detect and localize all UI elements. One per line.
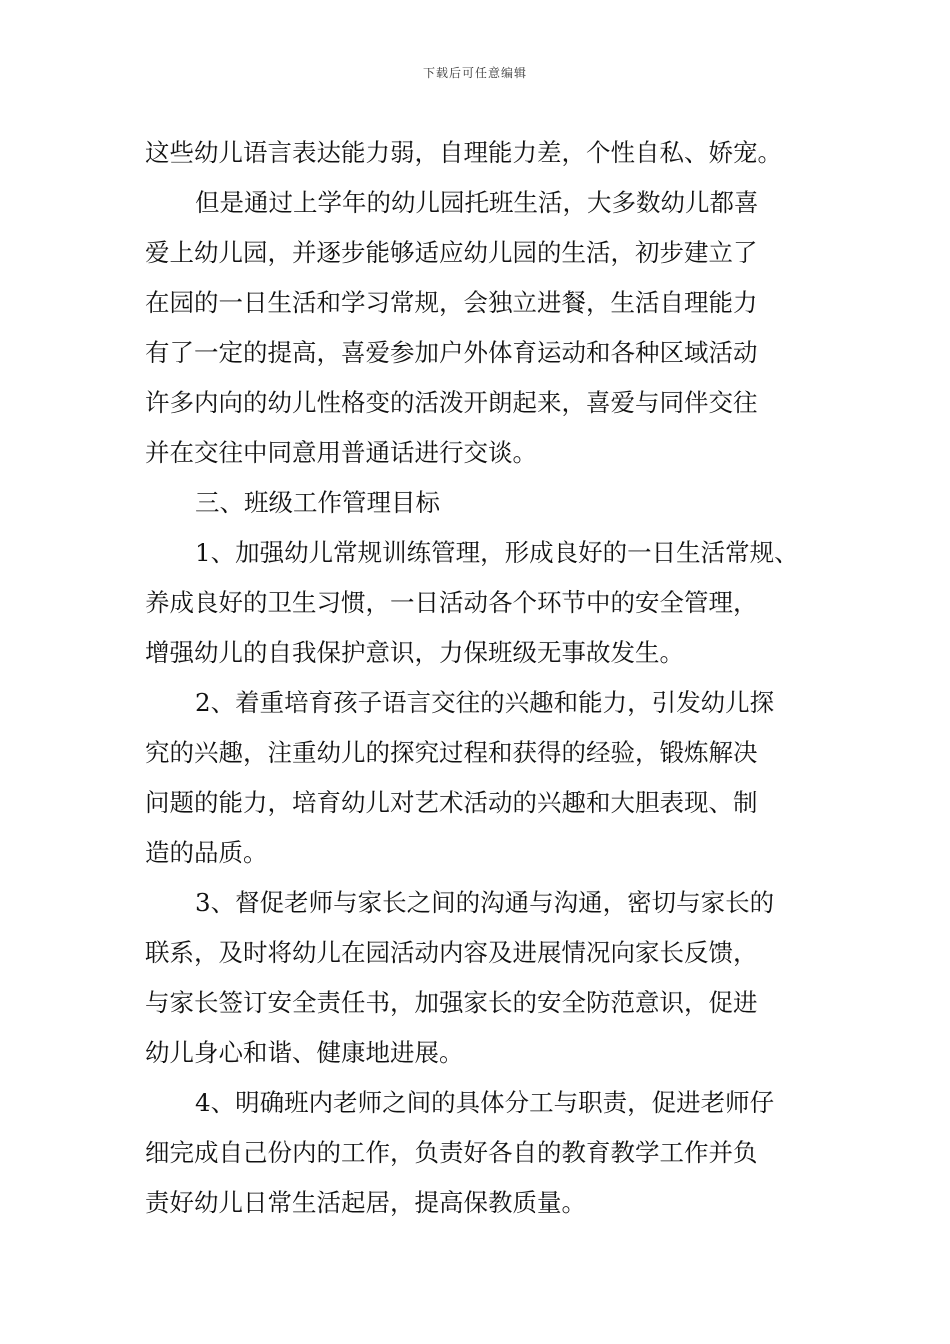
body-line: 究的兴趣，注重幼儿的探究过程和获得的经验，锻炼解决: [145, 738, 758, 767]
body-line: 责好幼儿日常生活起居，提高保教质量。: [145, 1188, 586, 1217]
body-line: 增强幼儿的自我保护意识，力保班级无事故发生。: [145, 638, 684, 667]
body-line: 并在交往中同意用普通话进行交谈。: [145, 438, 537, 467]
paragraph-start-line: 1、加强幼儿常规训练管理，形成良好的一日生活常规、: [195, 538, 799, 567]
body-line: 细完成自己份内的工作，负责好各自的教育教学工作并负: [145, 1138, 758, 1167]
body-line: 这些幼儿语言表达能力弱，自理能力差，个性自私、娇宠。: [145, 138, 782, 167]
body-line: 在园的一日生活和学习常规，会独立进餐，生活自理能力: [145, 288, 758, 317]
header-note: 下载后可任意编辑: [422, 66, 527, 80]
body-line: 养成良好的卫生习惯，一日活动各个环节中的安全管理，: [145, 588, 758, 617]
body-line: 许多内向的幼儿性格变的活泼开朗起来，喜爱与同伴交往: [145, 388, 758, 417]
body-line: 幼儿身心和谐、健康地进展。: [145, 1038, 464, 1067]
paragraph-start-line: 4、明确班内老师之间的具体分工与职责，促进老师仔: [195, 1088, 775, 1117]
body-line: 造的品质。: [145, 838, 268, 867]
body-line: 与家长签订安全责任书，加强家长的安全防范意识，促进: [145, 988, 758, 1017]
body-line: 问题的能力，培育幼儿对艺术活动的兴趣和大胆表现、制: [145, 788, 758, 817]
paragraph-start-line: 2、着重培育孩子语言交往的兴趣和能力，引发幼儿探: [195, 688, 775, 717]
body-line: 爱上幼儿园，并逐步能够适应幼儿园的生活，初步建立了: [145, 238, 758, 267]
paragraph-start-line: 但是通过上学年的幼儿园托班生活，大多数幼儿都喜: [195, 188, 759, 217]
document-body: [145, 128, 835, 1228]
body-line: 联系，及时将幼儿在园活动内容及进展情况向家长反馈，: [145, 938, 758, 967]
paragraph-start-line: 3、督促老师与家长之间的沟通与沟通，密切与家长的: [195, 888, 775, 917]
body-line: 有了一定的提高，喜爱参加户外体育运动和各种区域活动: [145, 338, 758, 367]
section-heading: 三、班级工作管理目标: [195, 488, 440, 517]
